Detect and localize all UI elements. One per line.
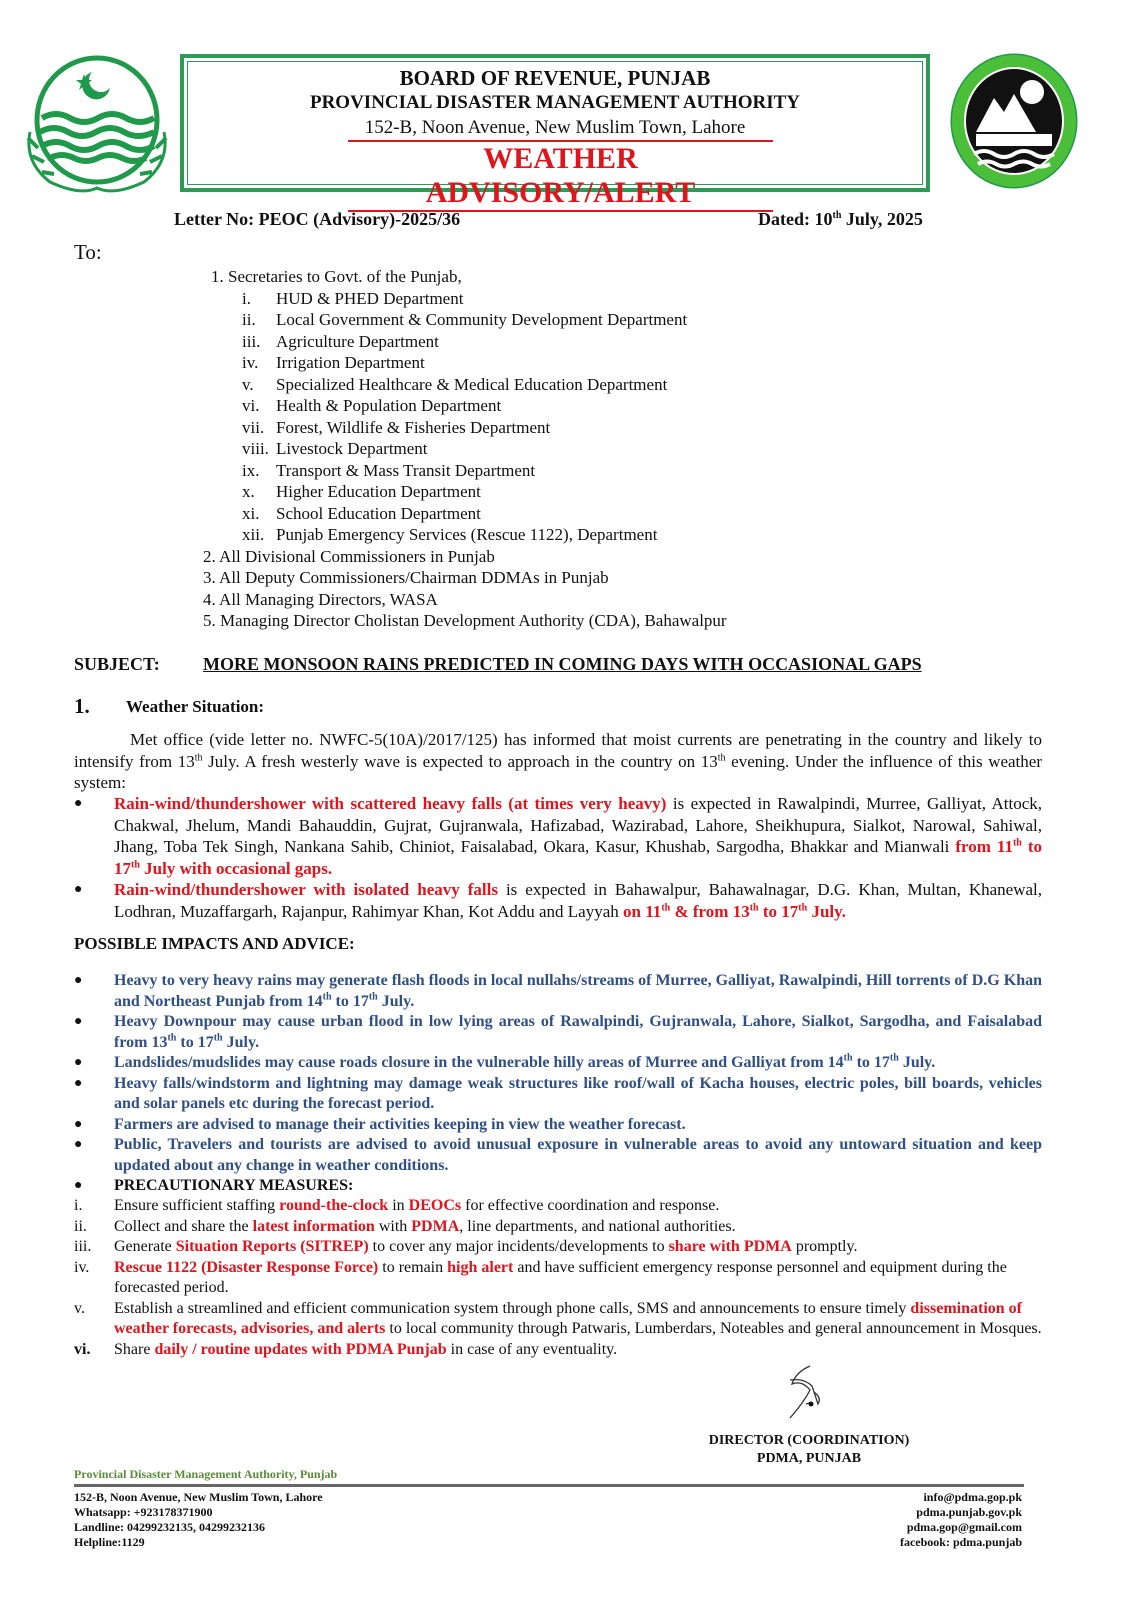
- forecast-bullets: [74, 793, 1042, 922]
- bullet-icon: ●: [74, 973, 83, 988]
- letter-number: Letter No: PEOC (Advisory)-2025/36: [174, 209, 461, 229]
- weather-situation-paragraph: Met office (vide letter no. NWFC-5(10A)/2017/125) has informed that moist currents are penetrating in the country and likely to intensify from 13th July. A fresh westerly wave is expected to approach in the country on 13th evening. Under the influence of this weather system:: [74, 730, 1042, 792]
- impact-item: ● Public, Travelers and tourists are advised to avoid unusual exposure in vulnerable areas to avoid any untoward situation and keep updated about any change in weather conditions.: [74, 1135, 1042, 1176]
- signature-scribble: [770, 1362, 840, 1422]
- impact-item: ● Heavy Downpour may cause urban flood in low lying areas of Rawalpindi, Gujranwala, Lahore, Sialkot, Sargodha, and Faisalabad from 13th to 17th July.: [74, 1012, 1042, 1053]
- department-item: i. HUD & PHED Department: [242, 288, 464, 308]
- department-item: ix. Transport & Mass Transit Department: [242, 460, 536, 480]
- recipients-list: [203, 266, 727, 632]
- impact-item: ● Landslides/mudslides may cause roads closure in the vulnerable hilly areas of Murree and Galliyat from 14th to 17th July.: [74, 1053, 1042, 1074]
- subject-label: SUBJECT:: [74, 654, 160, 674]
- bullet-icon: ●: [74, 1075, 83, 1091]
- bullet-icon: ●: [74, 1014, 83, 1029]
- recipient-item: 3. All Deputy Commissioners/Chairman DDMAs in Punjab: [203, 568, 609, 587]
- measure-item: iv. Rescue 1122 (Disaster Response Force) to remain high alert and have sufficient emergency response personnel and equipment during the forecasted period.: [74, 1258, 1007, 1296]
- footer-email[interactable]: info@pdma.gop.pk: [923, 1490, 1022, 1504]
- impact-item: ● Heavy to very heavy rains may generate flash floods in local nullahs/streams of Murree, Galliyat, Rawalpindi, Hill torrents of D.G Khan and Northeast Punjab from 14th to 17th July.: [74, 971, 1042, 1012]
- footer-whatsapp: Whatsapp: +923178371900: [74, 1505, 213, 1519]
- document-title: WEATHER ADVISORY/ALERT: [348, 140, 773, 212]
- signatory-title: DIRECTOR (COORDINATION): [708, 1433, 910, 1448]
- measure-item: iii. Generate Situation Reports (SITREP) to cover any major incidents/developments to share with PDMA promptly.: [74, 1238, 858, 1255]
- footer-gmail[interactable]: pdma.gop@gmail.com: [906, 1520, 1022, 1534]
- board-name: BOARD OF REVENUE, PUNJAB: [399, 66, 711, 90]
- section-number: 1.: [74, 694, 90, 718]
- letter-date: Dated: 10th July, 2025: [758, 209, 923, 229]
- bullet-icon: ●: [74, 882, 83, 897]
- department-item: x. Higher Education Department: [242, 482, 481, 501]
- measure-item: v. Establish a streamlined and efficient communication system through phone calls, SMS and announcements to ensure timely dissemination of weather forecasts, advisories, and alerts to local community through Patwaris, Lumberdars, Noteables and general announcement in Mosques.: [74, 1299, 1042, 1337]
- recipient-item: 5. Managing Director Cholistan Development Authority (CDA), Bahawalpur: [203, 611, 727, 630]
- footer-helpline: Helpline:1129: [74, 1535, 145, 1549]
- bullet-icon: ●: [74, 1178, 83, 1193]
- section-title: Weather Situation:: [126, 697, 265, 716]
- recipient-item: 4. All Managing Directors, WASA: [203, 589, 438, 609]
- bullet-icon: ●: [74, 1116, 83, 1132]
- department-item: ii. Local Government & Community Development Department: [242, 310, 688, 329]
- footer-facebook[interactable]: facebook: pdma.punjab: [899, 1535, 1022, 1549]
- impact-item: ● Farmers are advised to manage their activities keeping in view the weather forecast.: [74, 1115, 1042, 1136]
- bullet-icon: ●: [74, 1137, 83, 1152]
- impacts-heading: POSSIBLE IMPACTS AND ADVICE:: [74, 934, 355, 953]
- department-item: v. Specialized Healthcare & Medical Education Department: [242, 374, 668, 394]
- forecast-bullet: ● Rain-wind/thundershower with scattered heavy falls (at times very heavy) is expected in Rawalpindi, Murree, Galliyat, Attock, Chakwal, Jhelum, Mandi Bahauddin, Gujrat, Gujranwala, Hafizabad, Wazirabad, Lahore, Sheikhupura, Sialkot, Narowal, Sahiwal, Jhang, Toba Tek Singh, Nankana Sahib, Chiniot, Faisalabad, Okara, Kasur, Khushab, Sargodha, Bhakkar and Mianwali from 11th to 17th July with occasional gaps.: [74, 794, 1042, 878]
- footer-divider: [74, 1484, 1024, 1487]
- authority-name: PROVINCIAL DISASTER MANAGEMENT AUTHORITY: [309, 92, 801, 113]
- bullet-icon: ●: [74, 796, 83, 811]
- measure-item: vi. Share daily / routine updates with PDMA Punjab in case of any eventuality.: [74, 1340, 618, 1358]
- precautionary-heading: ● PRECAUTIONARY MEASURES:: [74, 1176, 1042, 1197]
- footer-contact-left: [74, 1490, 323, 1550]
- to-label: To:: [74, 240, 102, 264]
- forecast-bullet: ● Rain-wind/thundershower with isolated heavy falls is expected in Bahawalpur, Bahawalnagar, D.G. Khan, Multan, Khanewal, Lodhran, Muzaffargarh, Rajanpur, Rahimyar Khan, Kot Addu and Layyah on 11th & from 13th to 17th July.: [74, 880, 1042, 921]
- footer-organization: Provincial Disaster Management Authority, Punjab: [74, 1467, 338, 1481]
- pdma-seal-logo: [950, 52, 1078, 190]
- recipient-item: 2. All Divisional Commissioners in Punjab: [203, 546, 495, 566]
- department-item: iv. Irrigation Department: [242, 353, 425, 372]
- authority-address: 152-B, Noon Avenue, New Muslim Town, Lahore: [364, 117, 746, 138]
- signatory-org: PDMA, PUNJAB: [756, 1451, 862, 1466]
- department-item: vi. Health & Population Department: [242, 396, 502, 415]
- measure-item: ii. Collect and share the latest information with PDMA, line departments, and national authorities.: [74, 1217, 736, 1235]
- punjab-government-emblem: [18, 52, 176, 200]
- impact-item: ● Heavy falls/windstorm and lightning may damage weak structures like roof/wall of Kacha houses, electric poles, bill boards, vehicles and solar panels etc during the forecast period.: [74, 1074, 1042, 1115]
- subject-text: MORE MONSOON RAINS PREDICTED IN COMING DAYS WITH OCCASIONAL GAPS: [203, 654, 922, 674]
- measure-item: i. Ensure sufficient staffing round-the-clock in DEOCs for effective coordination and response.: [74, 1197, 720, 1214]
- footer-contact-right: [800, 1490, 1022, 1550]
- bullet-icon: ●: [74, 1055, 83, 1070]
- department-item: iii. Agriculture Department: [242, 331, 439, 351]
- department-item: vii. Forest, Wildlife & Fisheries Department: [242, 417, 551, 437]
- impacts-list: [74, 971, 1042, 1197]
- department-item: xi. School Education Department: [242, 503, 481, 523]
- recipient-item: 1. Secretaries to Govt. of the Punjab,: [211, 267, 462, 286]
- footer-landline: Landline: 04299232135, 04299232136: [74, 1520, 266, 1534]
- footer-website[interactable]: pdma.punjab.gov.pk: [916, 1505, 1022, 1519]
- department-item: viii. Livestock Department: [242, 439, 428, 458]
- footer-address: 152-B, Noon Avenue, New Muslim Town, Lahore: [74, 1490, 323, 1504]
- precautionary-measures: [74, 1196, 1042, 1360]
- department-item: xii. Punjab Emergency Services (Rescue 1122), Department: [242, 525, 658, 544]
